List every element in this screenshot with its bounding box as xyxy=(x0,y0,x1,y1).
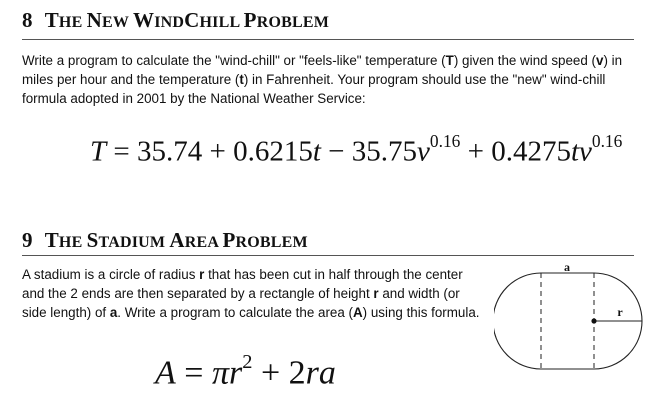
problem-9-heading xyxy=(22,228,308,253)
problem-8-divider xyxy=(22,39,634,40)
problem-8-number: 8 xyxy=(22,8,33,32)
problem-8-heading xyxy=(22,8,329,33)
center-point xyxy=(591,318,596,323)
problem-8-description: Write a program to calculate the "wind-chill" or "feels-like" temperature (T) given the wind speed (v) in miles per hour and the temperature (t) in Fahrenheit. Your program should use the "new" wind-chill formula adopted in 2001 by the National Weather Service: xyxy=(22,53,623,106)
stadium-area-formula: $A = \pi r^2 + 2ra$ xyxy=(155,350,336,392)
problem-8-title: THE NEW WINDCHILL PROBLEM xyxy=(44,8,330,32)
problem-9-description: A stadium is a circle of radius r that has been cut in half through the center and the 2 ends are then separated by a rectangle of height r and width (or side length) of a. Write a program to calculate the area (A) using this formula. xyxy=(22,267,480,320)
problem-9-title: THE STADIUM AREA PROBLEM xyxy=(44,228,308,252)
label-a: a xyxy=(564,262,570,274)
problem-9-number: 9 xyxy=(22,228,33,252)
label-r: r xyxy=(617,305,623,319)
problem-9-divider xyxy=(22,255,634,256)
stadium-diagram xyxy=(494,262,654,374)
windchill-formula: $T = 35.74 + 0.6215t - 35.75v^{0.16} + 0.4275tv^{0.16}$ xyxy=(90,131,623,168)
